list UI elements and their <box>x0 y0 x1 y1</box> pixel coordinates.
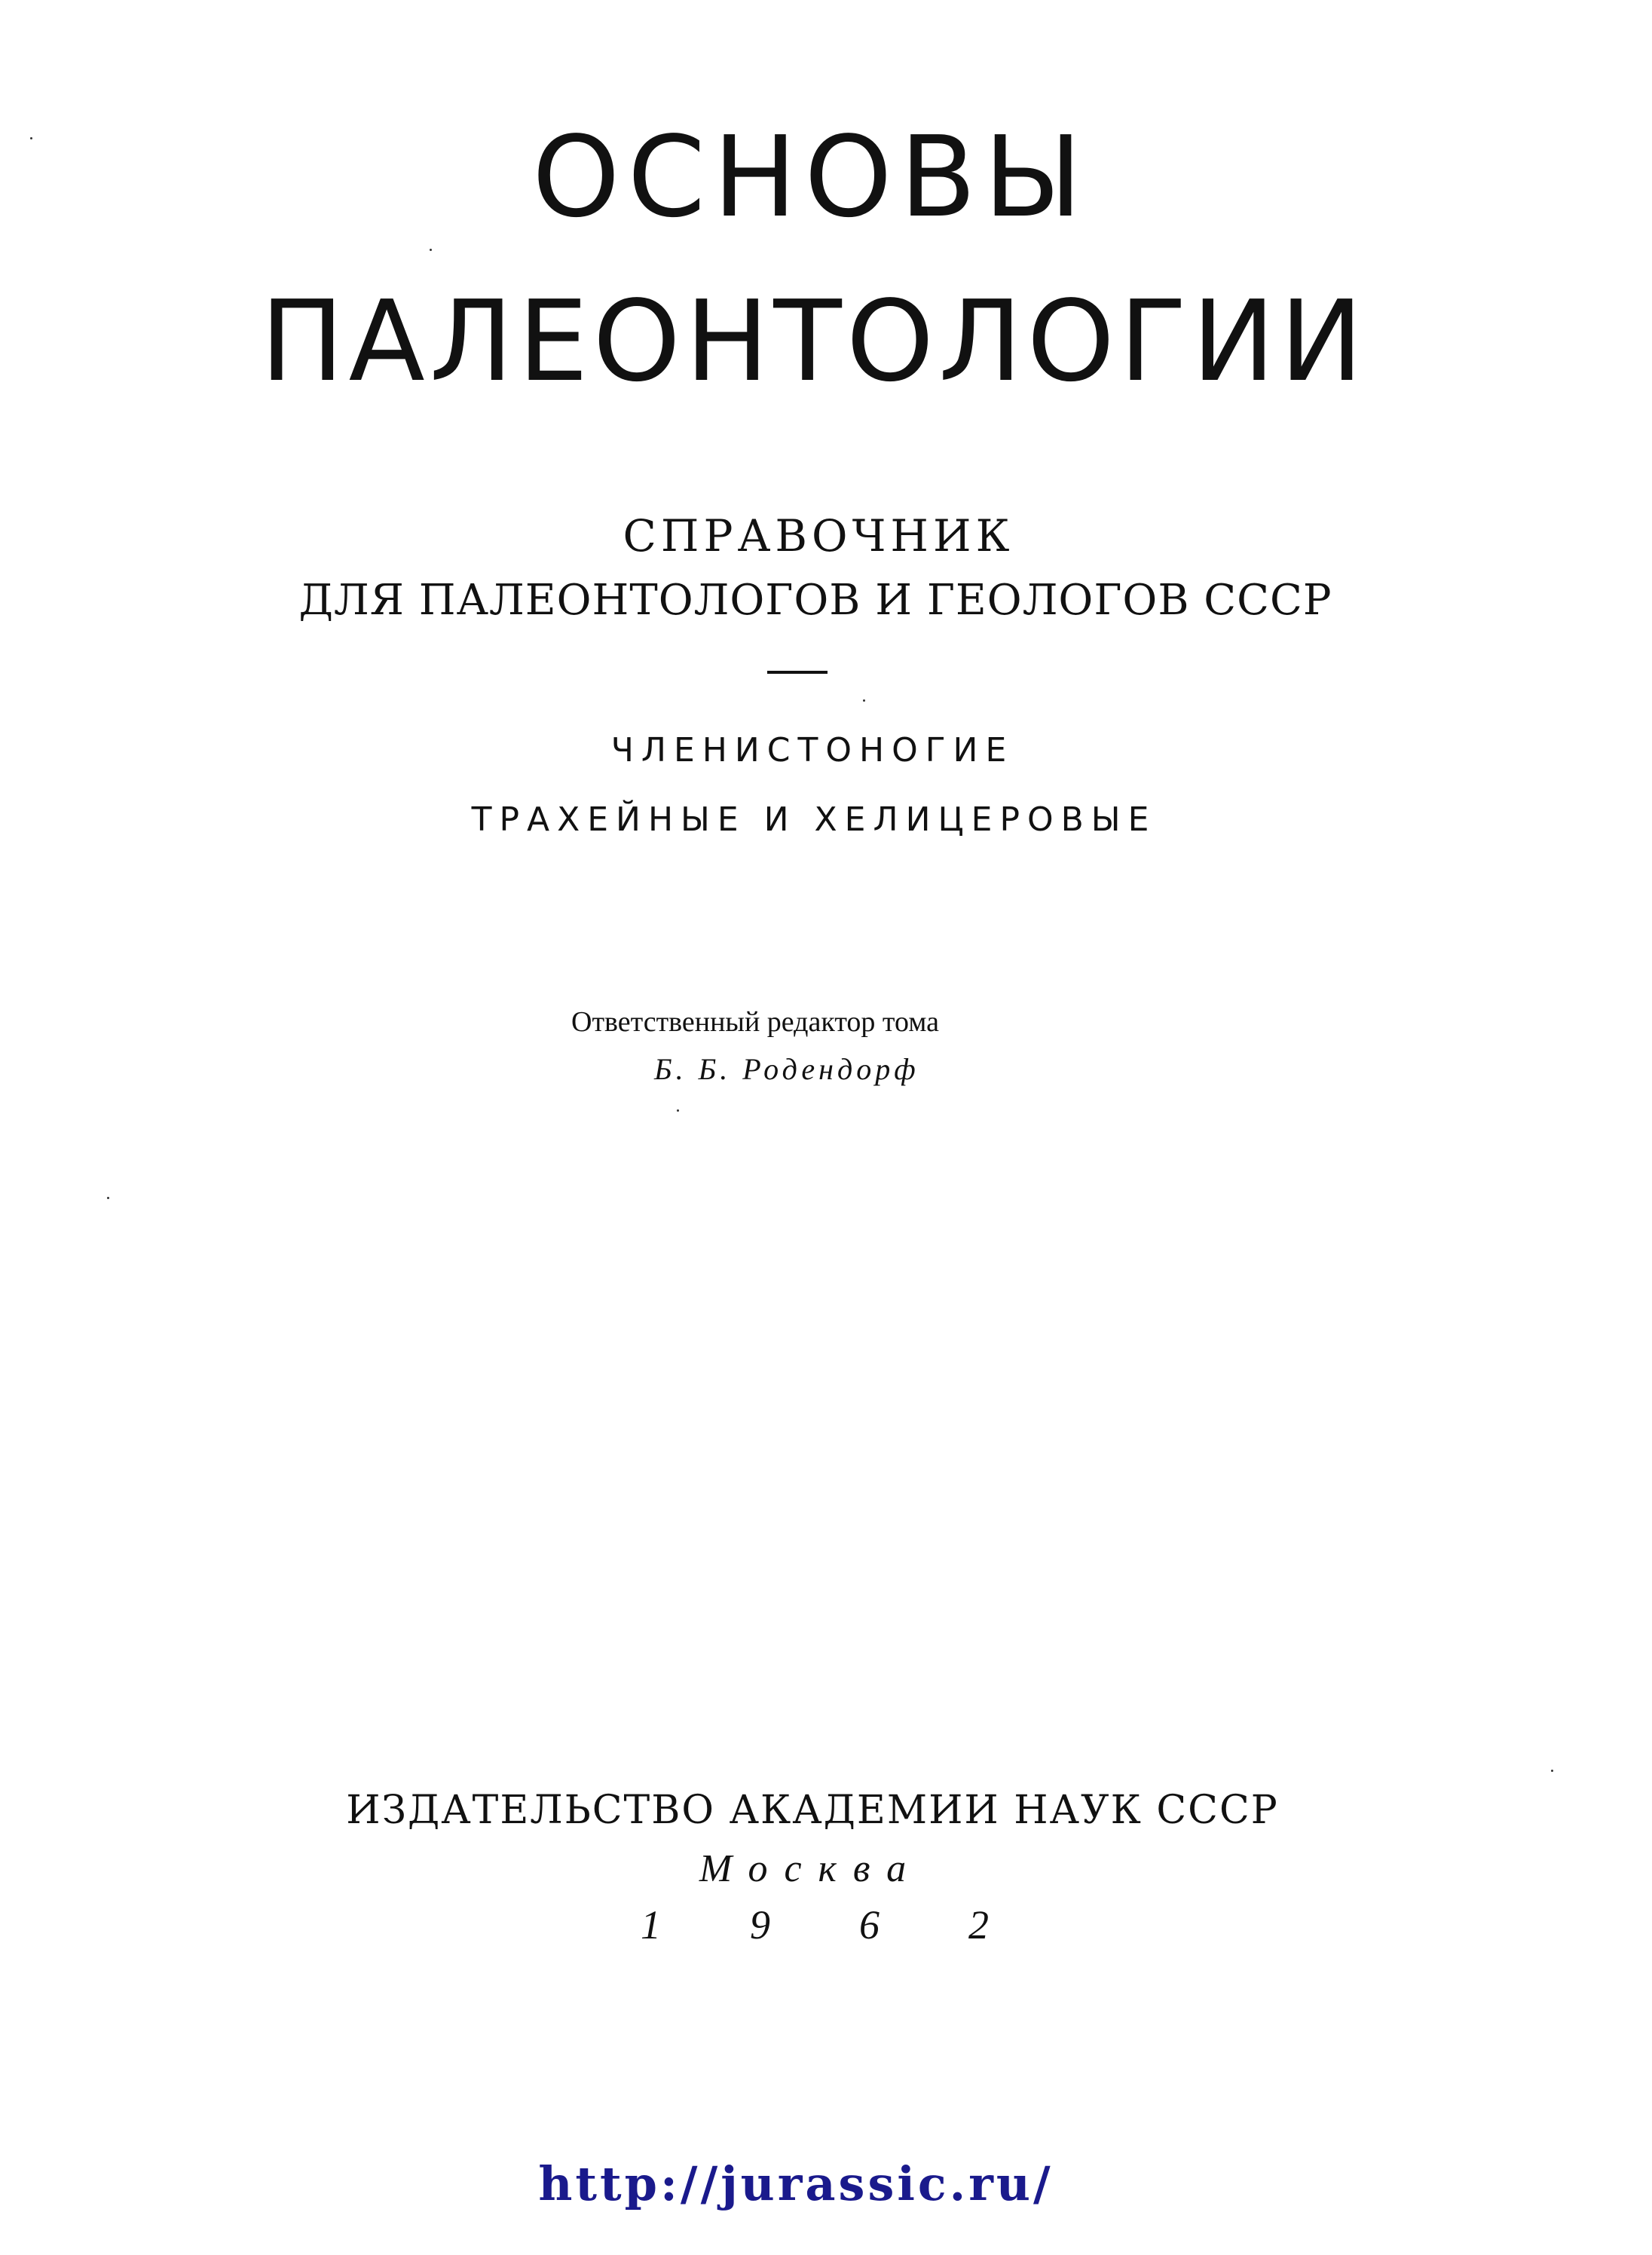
scan-speck <box>430 249 432 251</box>
book-title-line-1: ОСНОВЫ <box>532 112 1090 242</box>
separator-dash <box>767 671 828 674</box>
publication-city: Москва <box>699 1847 923 1890</box>
scan-speck <box>677 1109 679 1112</box>
publication-year: 1962 <box>641 1902 1078 1948</box>
subtitle-line-1: СПРАВОЧНИК <box>623 510 1014 561</box>
volume-title-line-1: ЧЛЕНИСТОНОГИЕ <box>610 731 1014 770</box>
scan-speck <box>107 1197 109 1199</box>
book-title-line-2: ПАЛЕОНТОЛОГИИ <box>260 277 1368 406</box>
volume-title-line-2: ТРАХЕЙНЫЕ И ХЕЛИЦЕРОВЫЕ <box>471 800 1157 839</box>
editor-name: Б. Б. Родендорф <box>654 1052 919 1086</box>
subtitle-line-2: ДЛЯ ПАЛЕОНТОЛОГОВ И ГЕОЛОГОВ СССР <box>298 576 1332 625</box>
scan-speck <box>863 699 865 702</box>
publisher-name: ИЗДАТЕЛЬСТВО АКАДЕМИИ НАУК СССР <box>346 1788 1279 1833</box>
editor-label: Ответственный редактор тома <box>571 1006 939 1038</box>
watermark-url: http://jurassic.ru/ <box>538 2156 1054 2211</box>
scan-speck <box>30 137 32 139</box>
scan-speck <box>1551 1770 1553 1772</box>
